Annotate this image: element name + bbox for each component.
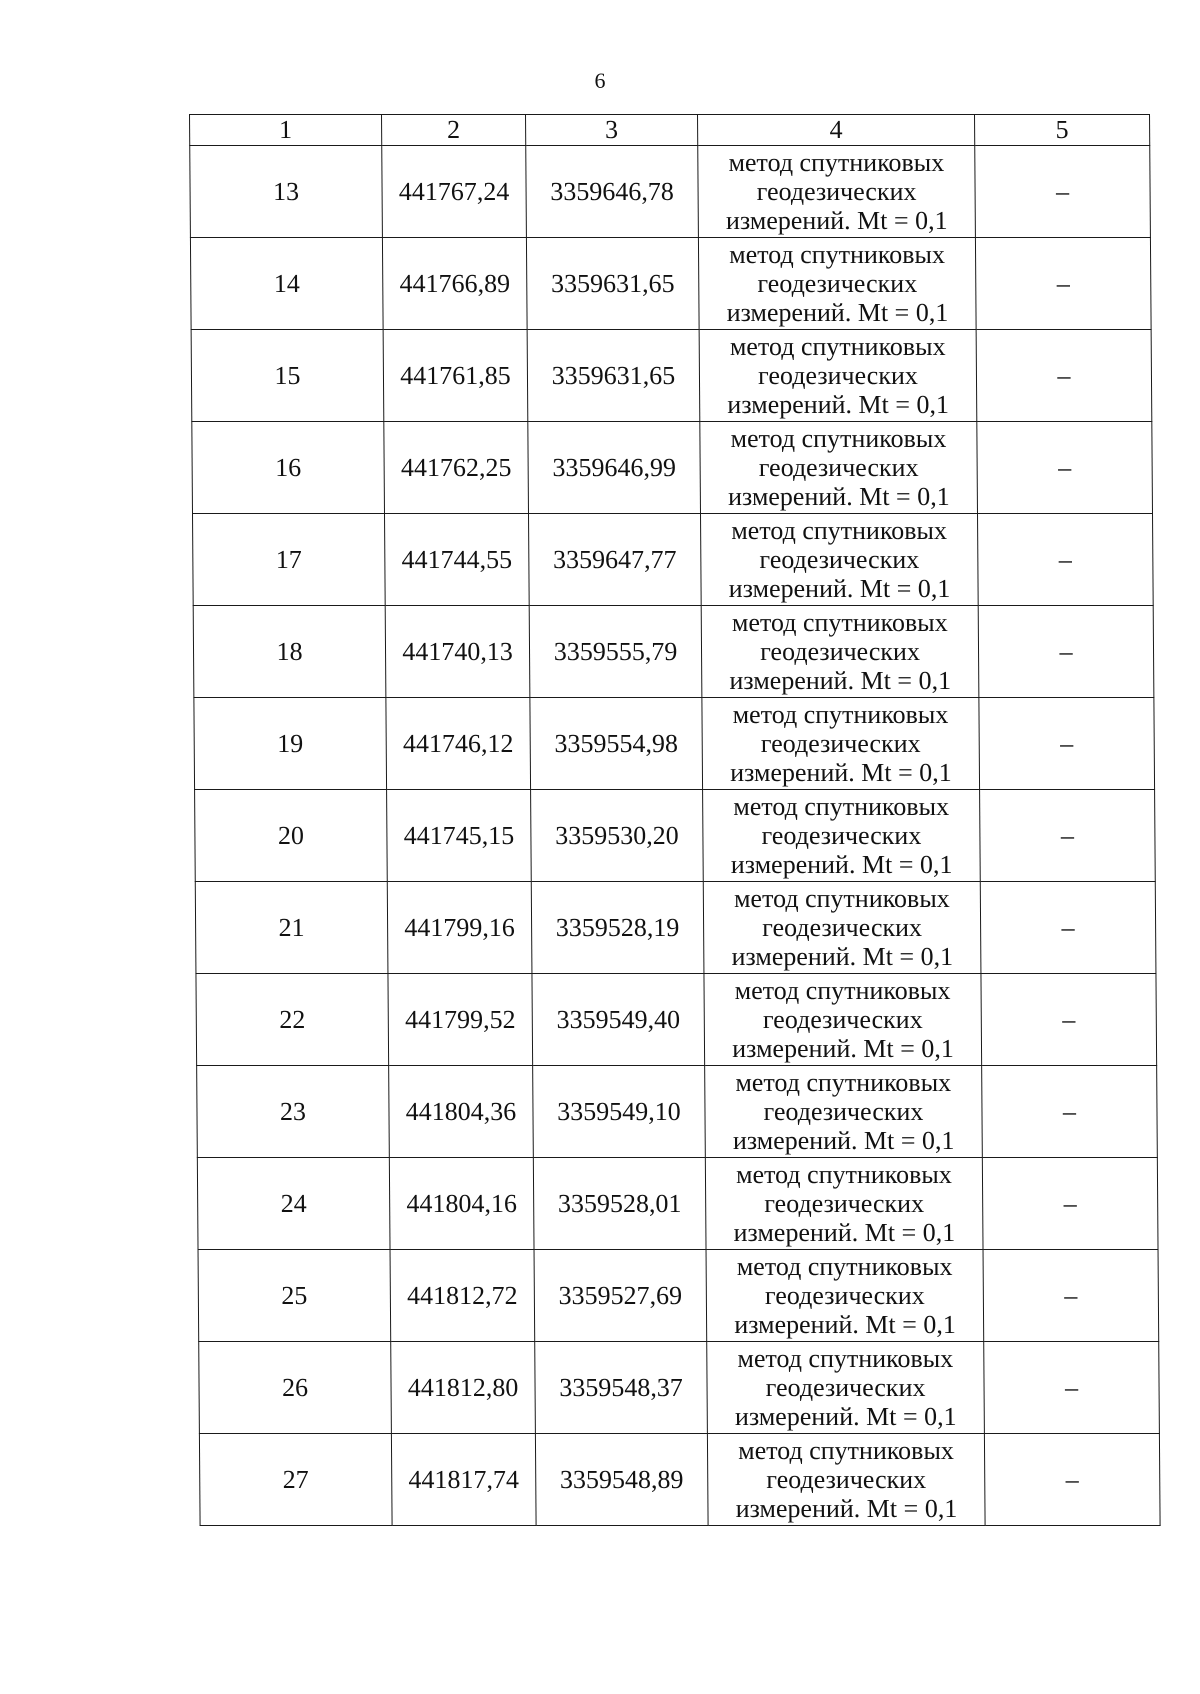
method-line: метод спутниковых	[728, 148, 945, 177]
y-coordinate-cell: 3359528,19	[531, 882, 704, 974]
method-line: метод спутниковых	[735, 1068, 952, 1097]
table-row	[197, 1158, 1158, 1250]
column-header-4: 4	[698, 115, 975, 146]
x-coordinate-cell: 441762,25	[384, 422, 529, 514]
method-line: геодезических	[760, 729, 921, 758]
table-row	[198, 1250, 1159, 1342]
point-number-cell: 15	[191, 330, 384, 422]
x-coordinate-cell: 441812,80	[391, 1342, 536, 1434]
method-line: геодезических	[762, 913, 923, 942]
note-cell: –	[975, 238, 1151, 330]
table-row	[196, 974, 1157, 1066]
method-line: измерений. Mt = 0,1	[727, 390, 950, 419]
method-line: измерений. Mt = 0,1	[725, 206, 948, 235]
page-number: 6	[594, 68, 606, 93]
method-line: метод спутниковых	[733, 884, 950, 913]
method-line: геодезических	[757, 361, 918, 390]
method-line: геодезических	[762, 1005, 923, 1034]
note-cell: –	[979, 698, 1155, 790]
method-line: измерений. Mt = 0,1	[731, 942, 954, 971]
note-cell: –	[978, 606, 1154, 698]
method-line: геодезических	[763, 1097, 924, 1126]
table-row	[191, 330, 1152, 422]
method-line: метод спутниковых	[734, 976, 951, 1005]
coordinates-table	[189, 114, 1161, 1526]
method-cell	[705, 1066, 983, 1158]
method-cell	[705, 1158, 983, 1250]
method-cell	[701, 606, 979, 698]
method-cell	[698, 146, 976, 238]
table-row	[197, 1066, 1158, 1158]
method-line: измерений. Mt = 0,1	[728, 574, 951, 603]
x-coordinate-cell: 441799,52	[388, 974, 533, 1066]
point-number-cell: 14	[190, 238, 383, 330]
y-coordinate-cell: 3359554,98	[530, 698, 703, 790]
method-cell	[703, 882, 981, 974]
y-coordinate-cell: 3359548,89	[535, 1434, 708, 1526]
method-line: метод спутниковых	[737, 1344, 954, 1373]
table-row	[193, 606, 1154, 698]
method-line: геодезических	[760, 637, 921, 666]
column-header-5: 5	[975, 115, 1150, 146]
method-line: измерений. Mt = 0,1	[730, 758, 952, 787]
y-coordinate-cell: 3359527,69	[534, 1250, 707, 1342]
method-line: метод спутниковых	[729, 240, 946, 269]
point-number-cell: 18	[193, 606, 386, 698]
table-row	[195, 790, 1156, 882]
method-line: измерений. Mt = 0,1	[730, 850, 953, 879]
table-row	[195, 882, 1156, 974]
note-cell: –	[984, 1434, 1160, 1526]
x-coordinate-cell: 441817,74	[391, 1434, 536, 1526]
note-cell: –	[976, 330, 1152, 422]
point-number-cell: 27	[199, 1434, 392, 1526]
note-cell: –	[980, 882, 1156, 974]
method-line: геодезических	[761, 821, 922, 850]
x-coordinate-cell: 441761,85	[383, 330, 528, 422]
method-line: геодезических	[764, 1281, 925, 1310]
method-cell	[707, 1342, 985, 1434]
method-cell	[700, 514, 978, 606]
note-cell: –	[983, 1250, 1159, 1342]
point-number-cell: 26	[199, 1342, 392, 1434]
method-line: геодезических	[765, 1373, 926, 1402]
table-body	[190, 146, 1160, 1526]
method-line: метод спутниковых	[733, 792, 950, 821]
method-line: метод спутниковых	[738, 1436, 954, 1465]
point-number-cell: 22	[196, 974, 389, 1066]
method-line: геодезических	[758, 453, 919, 482]
method-line: метод спутниковых	[731, 608, 948, 637]
method-cell	[706, 1250, 984, 1342]
point-number-cell: 23	[197, 1066, 390, 1158]
method-line: измерений. Mt = 0,1	[732, 1034, 954, 1063]
y-coordinate-cell: 3359549,10	[533, 1066, 706, 1158]
method-line: измерений. Mt = 0,1	[733, 1218, 956, 1247]
method-line: измерений. Mt = 0,1	[734, 1402, 957, 1431]
table-row	[194, 698, 1155, 790]
x-coordinate-cell: 441804,16	[389, 1158, 534, 1250]
method-line: измерений. Mt = 0,1	[727, 482, 950, 511]
method-cell	[702, 698, 980, 790]
method-line: измерений. Mt = 0,1	[729, 666, 952, 695]
column-header-1: 1	[190, 115, 382, 146]
method-line: геодезических	[766, 1465, 927, 1494]
method-cell	[703, 790, 981, 882]
column-header-2: 2	[382, 115, 526, 146]
table-row	[192, 422, 1153, 514]
y-coordinate-cell: 3359530,20	[531, 790, 704, 882]
x-coordinate-cell: 441804,36	[389, 1066, 534, 1158]
x-coordinate-cell: 441767,24	[382, 146, 527, 238]
y-coordinate-cell: 3359646,99	[528, 422, 701, 514]
y-coordinate-cell: 3359528,01	[533, 1158, 706, 1250]
note-cell: –	[984, 1342, 1160, 1434]
table-row	[190, 146, 1151, 238]
x-coordinate-cell: 441745,15	[387, 790, 532, 882]
x-coordinate-cell: 441740,13	[385, 606, 530, 698]
note-cell: –	[980, 790, 1156, 882]
y-coordinate-cell: 3359549,40	[532, 974, 705, 1066]
method-line: метод спутниковых	[729, 332, 946, 361]
y-coordinate-cell: 3359631,65	[527, 330, 700, 422]
x-coordinate-cell: 441744,55	[384, 514, 529, 606]
method-cell	[707, 1434, 985, 1526]
method-cell	[699, 330, 977, 422]
point-number-cell: 19	[194, 698, 387, 790]
x-coordinate-cell: 441799,16	[387, 882, 532, 974]
note-cell: –	[982, 1158, 1158, 1250]
note-cell: –	[977, 422, 1153, 514]
point-number-cell: 25	[198, 1250, 391, 1342]
method-line: измерений. Mt = 0,1	[735, 1494, 958, 1523]
method-line: метод спутниковых	[732, 700, 949, 729]
method-line: измерений. Mt = 0,1	[732, 1126, 955, 1155]
table-header-row	[190, 115, 1150, 146]
method-line: измерений. Mt = 0,1	[734, 1310, 956, 1339]
method-line: геодезических	[764, 1189, 925, 1218]
point-number-cell: 20	[195, 790, 388, 882]
method-line: геодезических	[759, 545, 920, 574]
method-line: метод спутниковых	[730, 424, 947, 453]
method-cell	[704, 974, 982, 1066]
y-coordinate-cell: 3359647,77	[528, 514, 701, 606]
y-coordinate-cell: 3359548,37	[535, 1342, 708, 1434]
table-row	[199, 1342, 1160, 1434]
point-number-cell: 24	[197, 1158, 390, 1250]
method-line: метод спутниковых	[731, 516, 948, 545]
method-line: метод спутниковых	[735, 1160, 952, 1189]
y-coordinate-cell: 3359646,78	[526, 146, 699, 238]
x-coordinate-cell: 441746,12	[386, 698, 531, 790]
x-coordinate-cell: 441766,89	[382, 238, 527, 330]
point-number-cell: 16	[192, 422, 385, 514]
method-line: метод спутниковых	[736, 1252, 953, 1281]
table-row	[192, 514, 1153, 606]
method-line: геодезических	[756, 177, 917, 206]
point-number-cell: 13	[190, 146, 383, 238]
method-line: измерений. Mt = 0,1	[726, 298, 949, 327]
note-cell: –	[975, 146, 1151, 238]
note-cell: –	[981, 974, 1157, 1066]
note-cell: –	[982, 1066, 1158, 1158]
method-cell	[698, 238, 976, 330]
note-cell: –	[977, 514, 1153, 606]
x-coordinate-cell: 441812,72	[390, 1250, 535, 1342]
y-coordinate-cell: 3359555,79	[529, 606, 702, 698]
method-cell	[700, 422, 978, 514]
point-number-cell: 17	[192, 514, 385, 606]
table-row	[190, 238, 1151, 330]
method-line: геодезических	[757, 269, 918, 298]
y-coordinate-cell: 3359631,65	[526, 238, 699, 330]
column-header-3: 3	[526, 115, 698, 146]
point-number-cell: 21	[195, 882, 388, 974]
table-row	[199, 1434, 1160, 1526]
